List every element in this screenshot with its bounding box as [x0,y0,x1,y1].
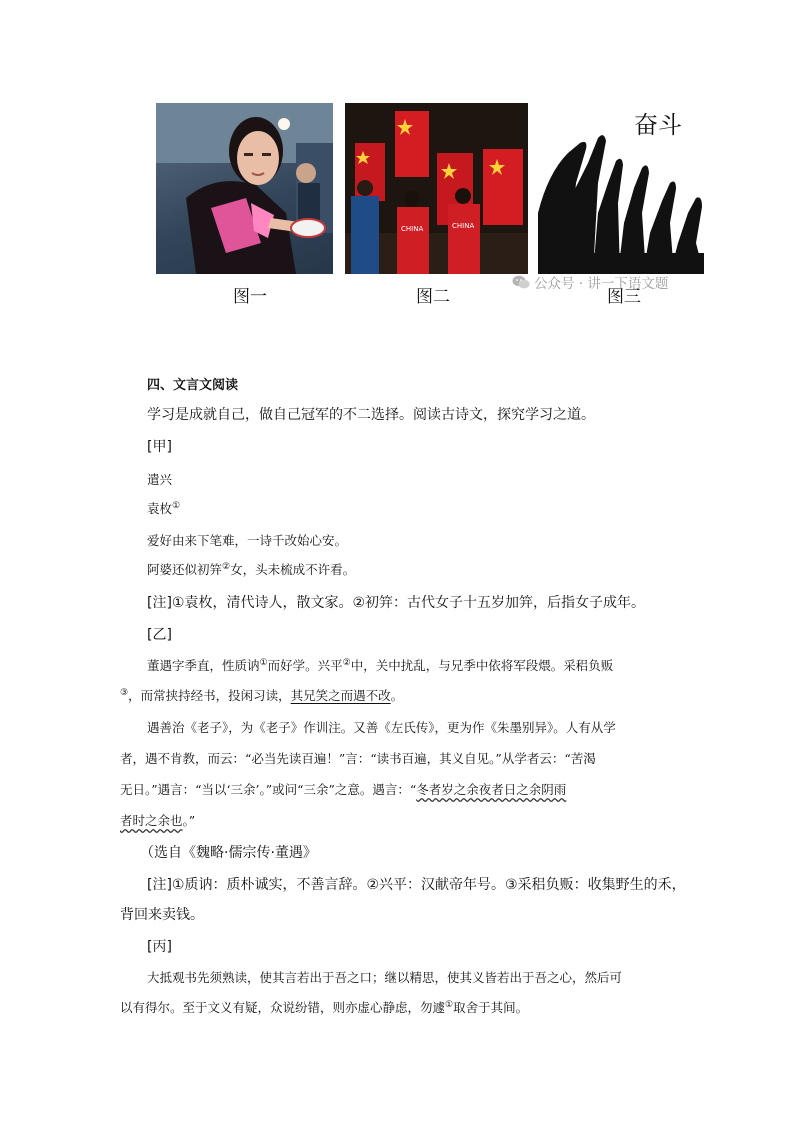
caption-figure-2: 图二 [416,287,450,307]
wavy-underlined-sentence-a: 冬者岁之余夜者日之余阴雨 [416,782,567,797]
yi-note-line-1: [注]①质讷：质朴诚实，不善言辞。②兴平：汉献帝年号。③采稆负贩：收集野生的禾， [147,877,686,893]
label-yi: [乙] [147,627,172,643]
label-jia: [甲] [147,439,172,455]
image-overlay-text: 奋斗 [634,111,682,139]
watermark [512,272,668,292]
flag-ceremony-illustration [345,103,528,274]
photo-flag-ceremony [345,103,528,274]
yi-p1-line-2: ③，而常挟持经书，投闲习读，其兄笑之而遇不改。 [120,687,404,703]
underlined-sentence: 其兄笑之而遇不改 [290,688,391,703]
yi-p2-line-2: 者，遇不肯教，而云：“必当先读百遍！”言：“读书百遍，其义自见。”从学者云：“苦渴 [120,751,596,766]
caption-figure-3: 图三 [607,287,641,307]
table-tennis-illustration [156,103,333,274]
yi-p1-line-1: 董遇字季直，性质讷①而好学。兴平②中，关中扰乱，与兄季中依将军段煨。采稆负贩 [147,657,614,673]
jersey-label-left: CHINA [401,225,424,233]
section-intro: 学习是成就自己，做自己冠军的不二选择。阅读古诗文，探究学习之道。 [147,407,595,423]
yi-p2-line-4: 者时之余也。” [120,813,196,828]
watermark-text: 公众号 · 讲一下语文题 [534,276,669,292]
silhouette-illustration [538,103,704,274]
label-bing: [丙] [147,939,172,955]
yi-source: （选自《魏略·儒宗传·董遇》 [140,845,317,861]
wavy-underlined-sentence-b: 者时之余也 [120,813,183,828]
bing-line-1: 大抵观书先须熟读，使其言若出于吾之口；继以精思，使其义皆若出于吾之心，然后可 [147,970,623,985]
yi-p2-line-1: 遇善治《老子》，为《老子》作训注。又善《左氏传》，更为作《朱墨别异》。人有从学 [147,720,616,735]
poem-title: 遣兴 [147,472,173,487]
wechat-icon [512,275,530,289]
poem-line-2: 阿婆还似初笄②女，头未梳成不许看。 [147,561,356,577]
yi-p2-line-3: 无日。”遇言：“当以‘三余’。”或问“三余”之意。遇言：“冬者岁之余夜者日之余阴雨 [120,782,567,797]
jia-note: [注]①袁枚，清代诗人，散文家。②初笄：古代女子十五岁加笄，后指女子成年。 [147,595,646,611]
section-heading: 四、文言文阅读 [147,378,239,393]
poem-author: 袁枚① [147,500,181,516]
photo-struggle-silhouette [538,103,704,274]
caption-figure-1: 图一 [233,287,267,307]
poem-line-1: 爱好由来下笔难，一诗千改始心安。 [147,533,348,548]
yi-note-line-2: 背回来卖钱。 [120,907,204,923]
photo-table-tennis-player [156,103,333,274]
bing-line-2: 以有得尔。至于文义有疑，众说纷错，则亦虚心静虑，勿遽①取舍于其间。 [120,999,529,1015]
jersey-label-right: CHINA [452,222,475,230]
